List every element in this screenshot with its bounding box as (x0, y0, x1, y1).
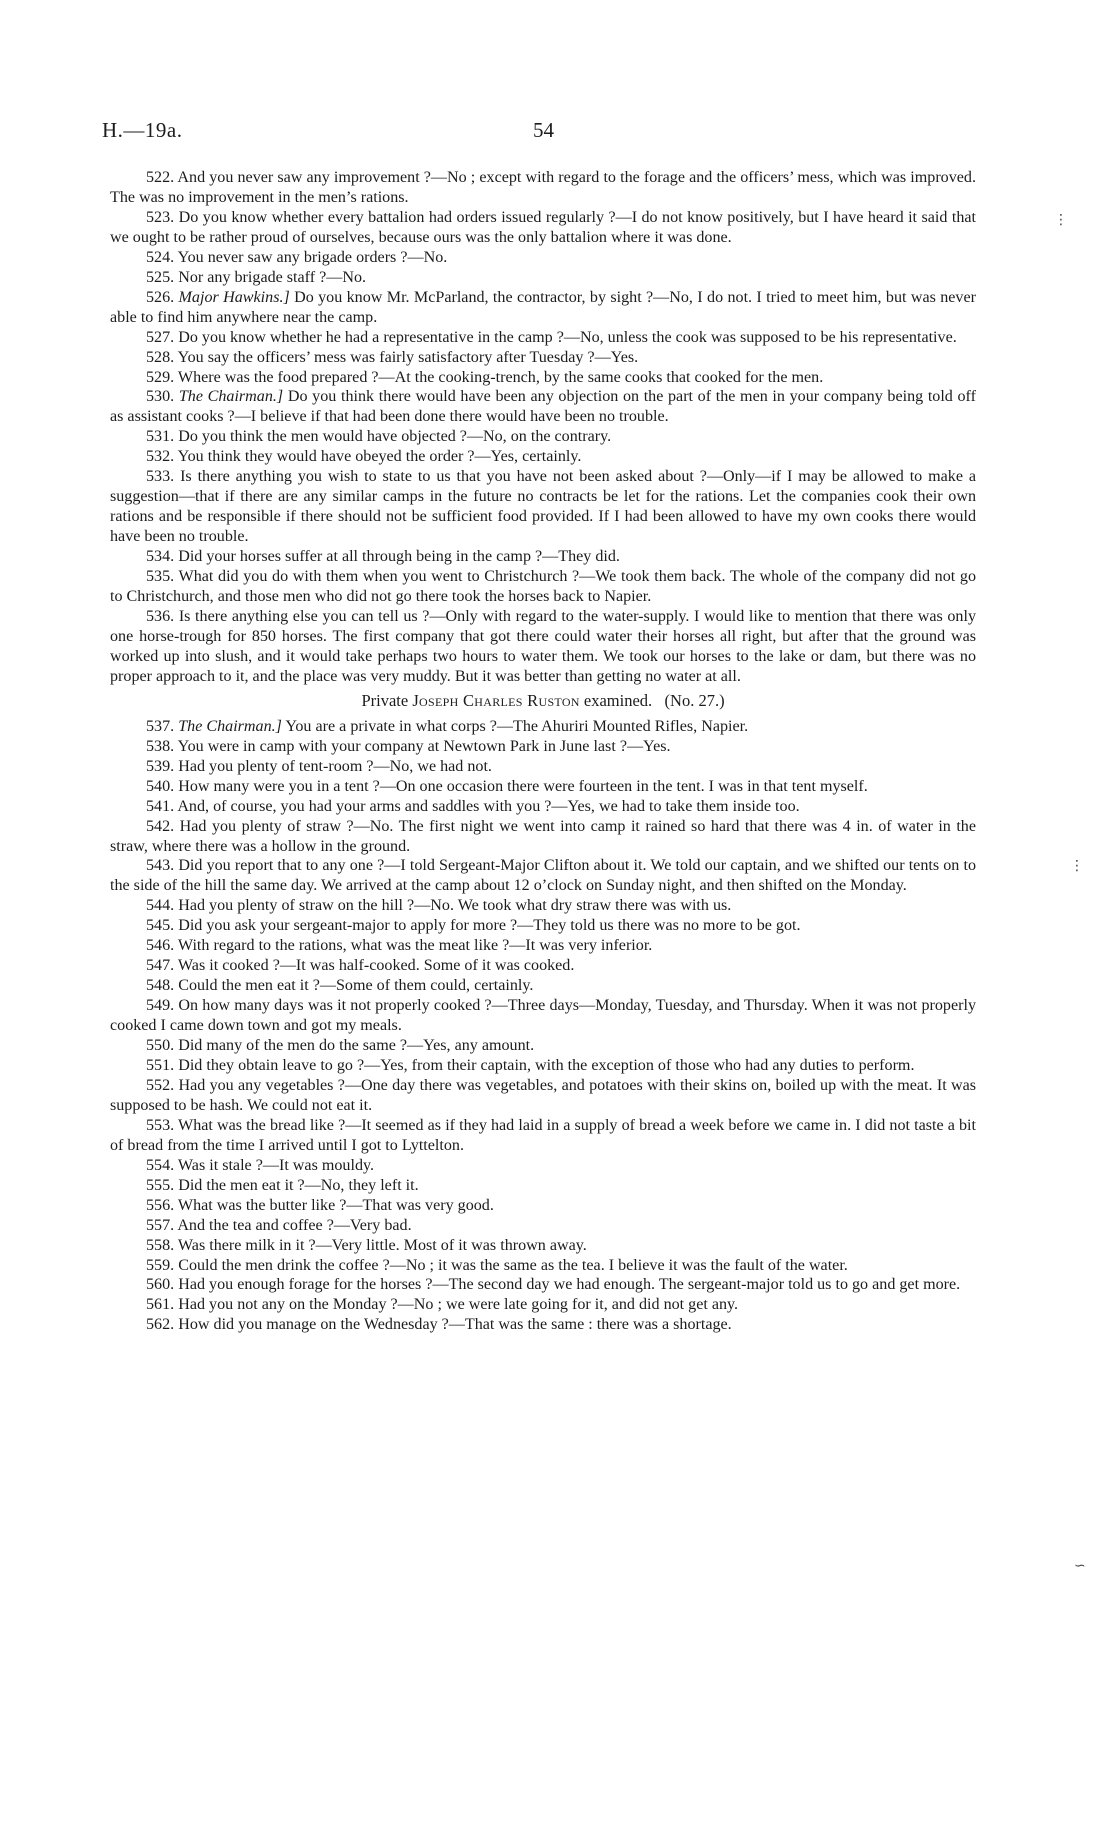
question-answer-text: Do you know whether he had a representative in the camp ?—No, unless the cook was supposed to be his representative. (178, 328, 957, 346)
question-number: 542. (146, 817, 175, 835)
testimony-paragraph (110, 1256, 976, 1276)
question-answer-text: What was the bread like ?—It seemed as if they had laid in a supply of bread a week before we came in. I did not taste a bit of bread from the time I arrived until I got to Lyttelton. (110, 1116, 976, 1154)
question-number: 529. (146, 368, 175, 386)
margin-mark-bottom: ∽ (1074, 1558, 1086, 1574)
testimony-paragraph (110, 387, 976, 427)
testimony-paragraph (110, 467, 976, 547)
testimony-paragraph (110, 1056, 976, 1076)
speaker-name: The Chairman.] (178, 717, 282, 735)
question-number: 561. (146, 1296, 175, 1314)
question-number: 551. (146, 1056, 175, 1074)
question-number: 527. (146, 328, 175, 346)
document-page (102, 118, 977, 1335)
question-number: 543. (146, 857, 175, 875)
question-number: 544. (146, 897, 175, 915)
question-number: 540. (146, 777, 175, 795)
question-answer-text: Had you plenty of straw ?—No. The first night we went into camp it rained so hard that there was 4 in. of water in the straw, where there was a hollow in the ground. (110, 817, 976, 855)
testimony-paragraph (110, 916, 976, 936)
question-number: 545. (146, 917, 175, 935)
witness-suffix: examined. (583, 690, 653, 710)
witness-number: (No. 27.) (664, 690, 725, 710)
question-number: 522. (146, 169, 175, 186)
question-number: 546. (146, 937, 175, 955)
testimony-paragraph (110, 1076, 976, 1116)
question-answer-text: Did you ask your sergeant-major to apply for more ?—They told us there was no more to be got. (178, 917, 801, 935)
question-answer-text: You were in camp with your company at Newtown Park in June last ?—Yes. (177, 737, 671, 755)
testimony-paragraph (110, 996, 976, 1036)
question-number: 541. (146, 797, 175, 815)
question-answer-text: How many were you in a tent ?—On one occasion there were fourteen in the tent. I was in that tent myself. (178, 777, 868, 795)
question-number: 528. (146, 348, 175, 366)
document-code: H.—19a. (102, 118, 183, 142)
speaker-name: Major Hawkins.] (178, 288, 290, 306)
question-answer-text: And the tea and coffee ?—Very bad. (177, 1216, 412, 1234)
question-number: 555. (146, 1176, 175, 1194)
testimony-paragraph (110, 896, 976, 916)
margin-mark-top: ⋮ (1054, 212, 1068, 228)
question-number: 553. (146, 1116, 175, 1134)
question-number: 523. (146, 208, 175, 226)
question-number: 539. (146, 757, 175, 775)
testimony-paragraph (110, 268, 976, 288)
question-number: 536. (146, 607, 175, 625)
question-answer-text: Is there anything you wish to state to us that you have not been asked about ?—Only—if I may be allowed to make a suggestion—that if there are any similar camps in the future no contracts be let for the rations. Let the companies cook their own rations and be responsible if there should not be sufficient food provided. If I had been allowed to have my own cooks there would have been no trouble. (110, 468, 976, 546)
question-number: 549. (146, 997, 175, 1015)
margin-mark-middle: ⋮ (1070, 858, 1084, 874)
question-answer-text: You never saw any brigade orders ?—No. (177, 248, 448, 266)
question-answer-text: Did your horses suffer at all through being in the camp ?—They did. (178, 548, 620, 566)
testimony-paragraph (110, 1295, 976, 1315)
question-answer-text: And you never saw any improvement ?—No ; except with regard to the forage and the officers’ mess, which was improved. The was no improvement in the men’s rations. (110, 169, 976, 206)
question-number: 533. (146, 468, 175, 486)
question-answer-text: Do you think there would have been any objection on the part of the men in your company being told off as assistant cooks ?—I believe if that had been done there would have been no trouble. (110, 388, 976, 426)
question-answer-text: You say the officers’ mess was fairly satisfactory after Tuesday ?—Yes. (177, 348, 639, 366)
question-answer-text: Where was the food prepared ?—At the cooking-trench, by the same cooks that cooked for the men. (177, 368, 824, 386)
question-number: 531. (146, 428, 175, 446)
question-number: 557. (146, 1216, 175, 1234)
page-header (102, 118, 976, 148)
question-number: 547. (146, 957, 175, 975)
question-answer-text: With regard to the rations, what was the meat like ?—It was very inferior. (177, 937, 653, 955)
question-number: 537. (146, 717, 175, 735)
witness-prefix: Private (361, 690, 409, 710)
testimony-after (110, 717, 976, 1336)
question-answer-text: Did many of the men do the same ?—Yes, any amount. (178, 1037, 535, 1055)
question-answer-text: Did the men eat it ?—No, they left it. (178, 1176, 419, 1194)
testimony-paragraph (110, 567, 976, 607)
testimony-paragraph (110, 757, 976, 777)
testimony-paragraph (110, 607, 976, 687)
question-answer-text: What did you do with them when you went to Christchurch ?—We took them back. The whole of the company did not go to Christchurch, and those men who did not go there took the horses back to Napier. (110, 568, 976, 606)
question-number: 556. (146, 1196, 175, 1214)
question-answer-text: Had you plenty of tent-room ?—No, we had not. (178, 757, 492, 775)
testimony-paragraph (110, 168, 976, 208)
testimony-paragraph (110, 1036, 976, 1056)
question-number: 562. (146, 1316, 175, 1334)
testimony-paragraph (110, 936, 976, 956)
testimony-paragraph (110, 547, 976, 567)
testimony-paragraph (110, 1275, 976, 1295)
question-answer-text: Did you report that to any one ?—I told Sergeant-Major Clifton about it. We told our captain, and we shifted our tents on to the side of the hill the same day. We arrived at the camp about 12 o’clock on Sunday night, and then shifted on the Monday. (110, 857, 976, 895)
testimony-paragraph (110, 777, 976, 797)
question-answer-text: You think they would have obeyed the order ?—Yes, certainly. (177, 448, 582, 466)
question-number: 525. (146, 268, 175, 286)
testimony-paragraph (110, 856, 976, 896)
question-number: 532. (146, 448, 175, 466)
question-answer-text: Had you plenty of straw on the hill ?—No. We took what dry straw there was with us. (178, 897, 732, 915)
question-answer-text: Was it cooked ?—It was half-cooked. Some of it was cooked. (177, 957, 575, 975)
witness-heading (110, 691, 976, 711)
page-number: 54 (533, 118, 554, 142)
testimony-paragraph (110, 447, 976, 467)
testimony-paragraph (110, 1116, 976, 1156)
testimony-before (110, 168, 976, 687)
question-answer-text: On how many days was it not properly cooked ?—Three days—Monday, Tuesday, and Thursday. When it was not properly cooked I came down town and got my meals. (110, 997, 976, 1035)
question-number: 560. (146, 1276, 175, 1294)
testimony-paragraph (110, 288, 976, 328)
question-number: 530. (146, 388, 175, 406)
question-answer-text: Had you enough forage for the horses ?—The second day we had enough. The sergeant-major told us to go and get more. (178, 1276, 961, 1294)
testimony-paragraph (110, 956, 976, 976)
question-number: 538. (146, 737, 175, 755)
testimony-paragraph (110, 1236, 976, 1256)
question-answer-text: Was it stale ?—It was mouldy. (177, 1156, 375, 1174)
question-number: 548. (146, 977, 175, 995)
question-answer-text: Had you not any on the Monday ?—No ; we were late going for it, and did not get any. (178, 1296, 739, 1314)
question-answer-text: You are a private in what corps ?—The Ahuriri Mounted Rifles, Napier. (285, 717, 749, 735)
question-number: 524. (146, 248, 175, 266)
question-answer-text: Do you think the men would have objected ?—No, on the contrary. (178, 428, 612, 446)
testimony-paragraph (110, 248, 976, 268)
testimony-paragraph (110, 1216, 976, 1236)
question-number: 535. (146, 568, 175, 586)
witness-name: Joseph Charles Ruston (412, 690, 580, 710)
speaker-name: The Chairman.] (178, 388, 284, 406)
question-answer-text: Did they obtain leave to go ?—Yes, from their captain, with the exception of those who had any duties to perform. (178, 1056, 915, 1074)
question-answer-text: Could the men eat it ?—Some of them could, certainly. (178, 977, 534, 995)
testimony-paragraph (110, 348, 976, 368)
question-answer-text: Do you know Mr. McParland, the contractor, by sight ?—No, I do not. I tried to meet him, but was never able to find him anywhere near the camp. (110, 288, 976, 326)
question-answer-text: How did you manage on the Wednesday ?—That was the same : there was a shortage. (178, 1316, 732, 1334)
question-number: 534. (146, 548, 175, 566)
testimony-paragraph (110, 797, 976, 817)
question-number: 552. (146, 1076, 175, 1094)
question-answer-text: Had you any vegetables ?—One day there was vegetables, and potatoes with their skins on, boiled up with the meat. It was supposed to be hash. We could not eat it. (110, 1076, 976, 1114)
testimony-paragraph (110, 1176, 976, 1196)
testimony-paragraph (110, 328, 976, 348)
question-number: 554. (146, 1156, 175, 1174)
question-answer-text: Could the men drink the coffee ?—No ; it was the same as the tea. I believe it was the fault of the water. (178, 1256, 848, 1274)
question-answer-text: And, of course, you had your arms and saddles with you ?—Yes, we had to take them inside too. (177, 797, 800, 815)
testimony-paragraph (110, 208, 976, 248)
testimony-paragraph (110, 368, 976, 388)
testimony-paragraph (110, 1196, 976, 1216)
question-answer-text: Was there milk in it ?—Very little. Most of it was thrown away. (177, 1236, 587, 1254)
question-number: 550. (146, 1037, 175, 1055)
testimony-paragraph (110, 717, 976, 737)
question-answer-text: What was the butter like ?—That was very good. (177, 1196, 494, 1214)
testimony-paragraph (110, 737, 976, 757)
question-number: 558. (146, 1236, 175, 1254)
testimony-paragraph (110, 976, 976, 996)
question-number: 526. (146, 288, 175, 306)
testimony-paragraph (110, 427, 976, 447)
document-body (110, 168, 976, 1335)
question-answer-text: Nor any brigade staff ?—No. (178, 268, 367, 286)
testimony-paragraph (110, 1315, 976, 1335)
testimony-paragraph (110, 1156, 976, 1176)
question-answer-text: Is there anything else you can tell us ?—Only with regard to the water-supply. I would like to mention that there was only one horse-trough for 850 horses. The first company that got there could water their horses all right, but after that the ground was worked up into slush, and it would take perhaps two hours to water them. We took our horses to the lake or dam, but there was no proper approach to it, and the place was very muddy. But it was better than getting no water at all. (110, 607, 977, 685)
testimony-paragraph (110, 817, 976, 857)
question-number: 559. (146, 1256, 175, 1274)
question-answer-text: Do you know whether every battalion had orders issued regularly ?—I do not know positively, but I have heard it said that we ought to be rather proud of ourselves, because ours was the only battalion where it was done. (110, 208, 977, 246)
